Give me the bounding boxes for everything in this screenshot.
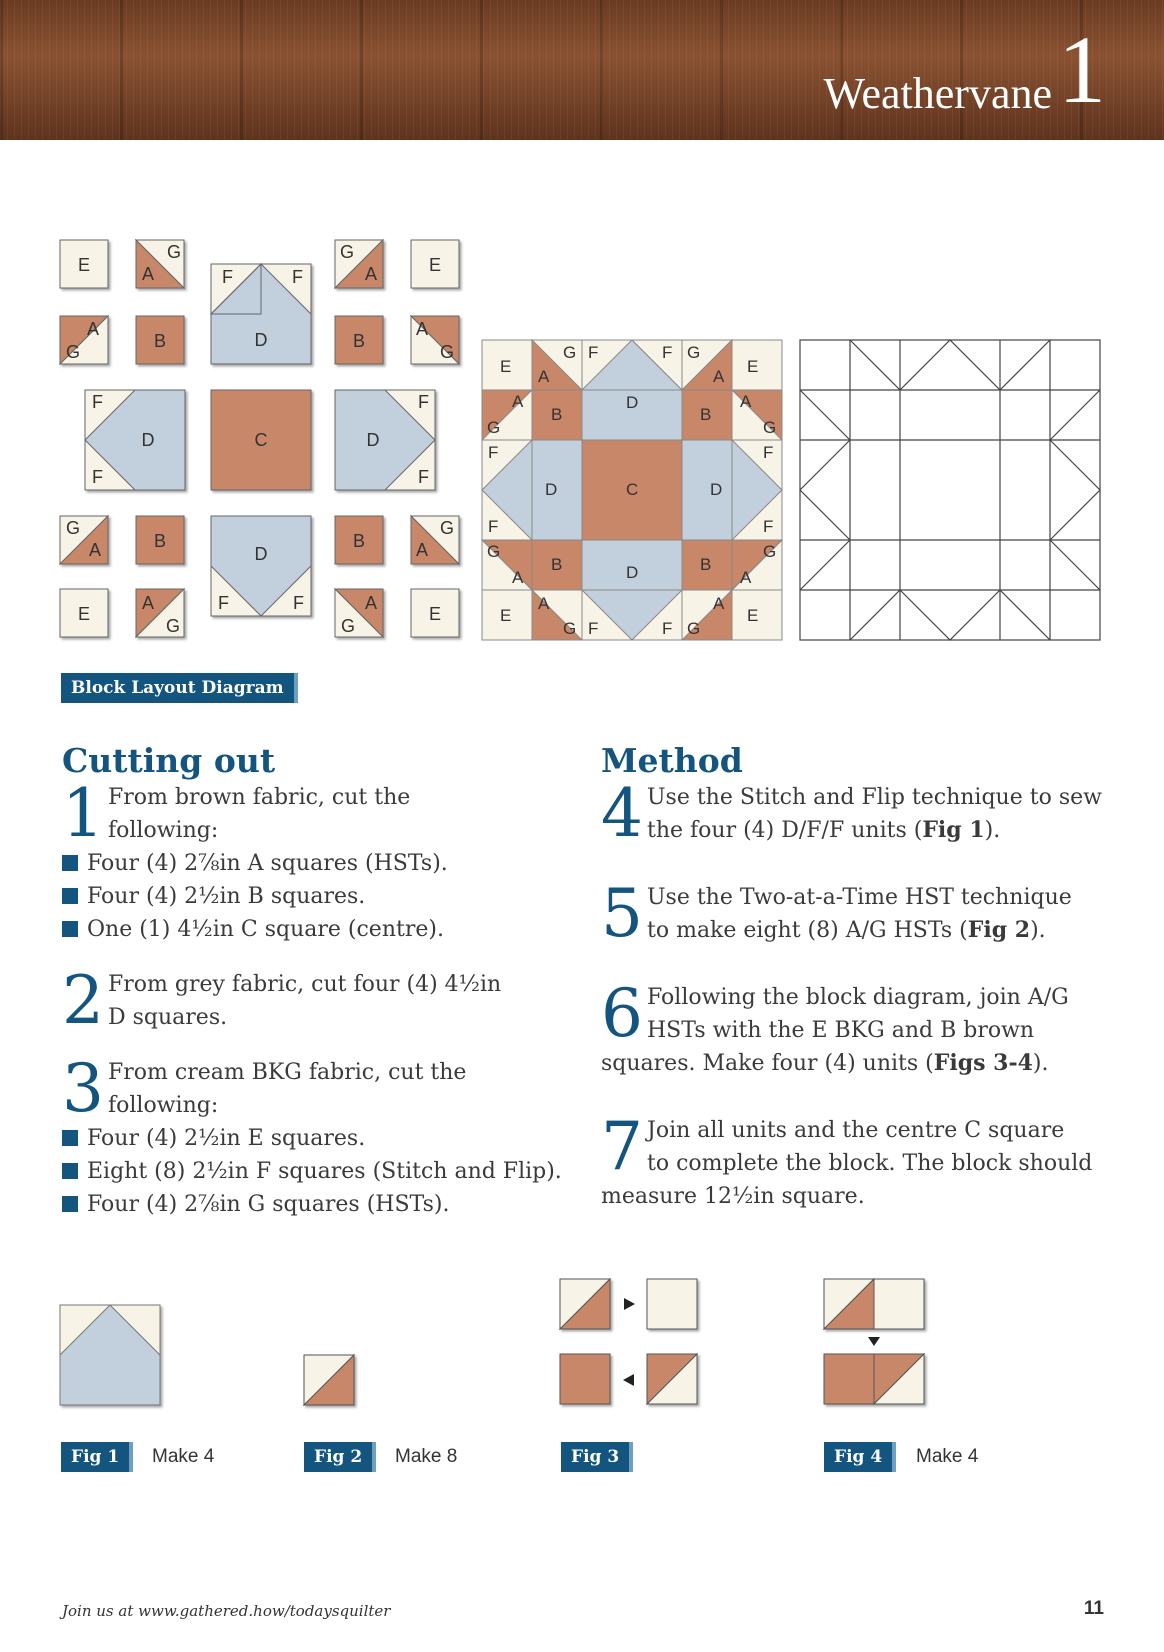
label-e: E: [428, 255, 442, 275]
label-g: G: [687, 343, 701, 362]
label-g: G: [66, 342, 81, 362]
label-f: F: [418, 467, 429, 487]
label-a: A: [416, 540, 429, 560]
label-f: F: [662, 343, 673, 362]
label-f: F: [292, 267, 303, 287]
label-b: B: [700, 555, 712, 574]
label-g: G: [687, 619, 701, 638]
label-c: C: [254, 430, 268, 450]
label-d: D: [141, 430, 155, 450]
label-f: F: [293, 593, 304, 613]
method-step-7: 7 Join all units and the centre C square to complete the block. The block should measure 12½in square.: [601, 1108, 1093, 1209]
label-a: A: [416, 319, 429, 339]
label-g: G: [440, 518, 455, 538]
label-a: A: [142, 264, 155, 284]
label-g: G: [763, 542, 777, 561]
list-item: Eight (8) 2½in F squares (Stitch and Flip).: [62, 1155, 582, 1188]
label-g: G: [66, 518, 81, 538]
page-number: 11: [1083, 1598, 1104, 1619]
label-g: G: [440, 342, 455, 362]
label-g: G: [763, 418, 777, 437]
label-d: D: [626, 393, 639, 412]
step-number: 1: [62, 775, 104, 852]
method-heading: Method: [601, 741, 743, 780]
label-e: E: [500, 606, 512, 625]
label-f: F: [218, 593, 229, 613]
fig2-hst: [304, 1355, 354, 1405]
fig1-label: Fig 1: [61, 1442, 133, 1472]
label-a: A: [365, 593, 378, 613]
label-f: F: [662, 619, 673, 638]
label-g: G: [341, 616, 356, 636]
pattern-title: Weathervane: [823, 69, 1052, 118]
method-column: [601, 775, 1111, 1213]
fig1-note: Make 4: [152, 1446, 215, 1467]
fig4-note: Make 4: [916, 1446, 979, 1467]
fig2-note: Make 8: [395, 1446, 458, 1467]
label-f: F: [488, 443, 499, 462]
label-b: B: [551, 405, 563, 424]
label-d: D: [254, 330, 268, 350]
method-step-6: 6 Following the block diagram, join A/G HSTs with the E BKG and B brown squares. Make four (4) units (Figs 3-4).: [601, 975, 1069, 1076]
label-f: F: [588, 343, 599, 362]
list-item: Four (4) 2⅞in G squares (HSTs).: [62, 1188, 582, 1221]
label-e: E: [77, 255, 91, 275]
cutting-step-2: 2 From grey fabric, cut four (4) 4½in D squares.: [62, 962, 502, 1039]
cutting-heading: Cutting out: [62, 741, 276, 780]
label-b: B: [153, 531, 167, 551]
label-f: F: [488, 517, 499, 536]
fig-reference: Figs 3-4: [933, 1050, 1033, 1076]
fig3-label: Fig 3: [561, 1442, 633, 1472]
label-g: G: [340, 242, 355, 262]
arrow-down-icon: [868, 1337, 880, 1346]
label-a: A: [142, 593, 155, 613]
label-c: C: [626, 480, 639, 499]
label-b: B: [551, 555, 563, 574]
fig1-unit: [60, 1305, 160, 1405]
list-item: Four (4) 2½in B squares.: [62, 880, 582, 913]
fig-reference: Fig 1: [922, 817, 985, 843]
method-step-4: 4 Use the Stitch and Flip technique to sew the four (4) D/F/F units (Fig 1).: [601, 775, 1102, 852]
fig-reference: Fig 2: [967, 917, 1031, 943]
label-d: D: [545, 480, 558, 499]
fig2-label: Fig 2: [304, 1442, 376, 1472]
cutting-column: [62, 775, 582, 1221]
label-g: G: [166, 616, 181, 636]
arrow-right-icon: [624, 1298, 635, 1310]
label-e: E: [500, 357, 512, 376]
label-b: B: [153, 331, 167, 351]
label-f: F: [418, 392, 429, 412]
label-f: F: [763, 517, 774, 536]
label-e: E: [747, 357, 759, 376]
label-a: A: [713, 367, 725, 386]
label-e: E: [77, 604, 91, 624]
label-f: F: [92, 392, 103, 412]
footer-link[interactable]: Join us at www.gathered.how/todaysquilter: [62, 1602, 391, 1620]
method-step-5: 5 Use the Two-at-a-Time HST technique to make eight (8) A/G HSTs (Fig 2).: [601, 875, 1072, 952]
label-f: F: [588, 619, 599, 638]
label-b: B: [352, 531, 366, 551]
label-a: A: [713, 594, 725, 613]
fig3-units: [560, 1279, 697, 1404]
label-g: G: [563, 619, 577, 638]
fig4-label: Fig 4: [824, 1442, 896, 1472]
label-e: E: [747, 606, 759, 625]
step-number: 6: [601, 975, 643, 1052]
label-a: A: [512, 392, 524, 411]
label-a: A: [365, 264, 378, 284]
arrow-left-icon: [623, 1374, 634, 1386]
label-b: B: [352, 331, 366, 351]
line-drawing-cover: [901, 441, 999, 539]
label-d: D: [710, 480, 723, 499]
label-a: A: [538, 367, 550, 386]
list-item: Four (4) 2½in E squares.: [62, 1122, 582, 1155]
label-a: A: [538, 594, 550, 613]
label-g: G: [487, 542, 501, 561]
label-a: A: [89, 540, 102, 560]
list-item: One (1) 4½in C square (centre).: [62, 913, 582, 946]
step-number: 2: [62, 962, 104, 1039]
label-g: G: [167, 242, 182, 262]
label-f: F: [763, 443, 774, 462]
label-a: A: [512, 568, 524, 587]
fig4-units: [824, 1279, 924, 1404]
label-d: D: [626, 563, 639, 582]
label-b: B: [700, 405, 712, 424]
step-number: 5: [601, 875, 643, 952]
list-item: Four (4) 2⅞in A squares (HSTs).: [62, 847, 582, 880]
label-a: A: [740, 568, 752, 587]
label-a: A: [87, 319, 100, 339]
cutting-step-1: 1 From brown fabric, cut the following: Four (4) 2⅞in A squares (HSTs). Four (4) 2½in B squares. One (1) 4½in C square (centre).: [62, 781, 582, 946]
step-number: 4: [601, 775, 643, 852]
label-e: E: [428, 604, 442, 624]
label-f: F: [222, 267, 233, 287]
label-d: D: [254, 544, 268, 564]
label-d: D: [366, 430, 380, 450]
pattern-number: 1: [1058, 16, 1106, 123]
cutting-step-3: 3 From cream BKG fabric, cut the following: Four (4) 2½in E squares. Eight (8) 2½in F squares (Stitch and Flip). Four (4) 2⅞in G squares (HSTs).: [62, 1056, 582, 1221]
label-g: G: [487, 418, 501, 437]
step-number: 3: [62, 1050, 104, 1127]
label-f: F: [92, 467, 103, 487]
label-g: G: [563, 343, 577, 362]
label-a: A: [740, 392, 752, 411]
block-layout-caption: Block Layout Diagram: [61, 673, 298, 703]
step-number: 7: [601, 1108, 643, 1185]
